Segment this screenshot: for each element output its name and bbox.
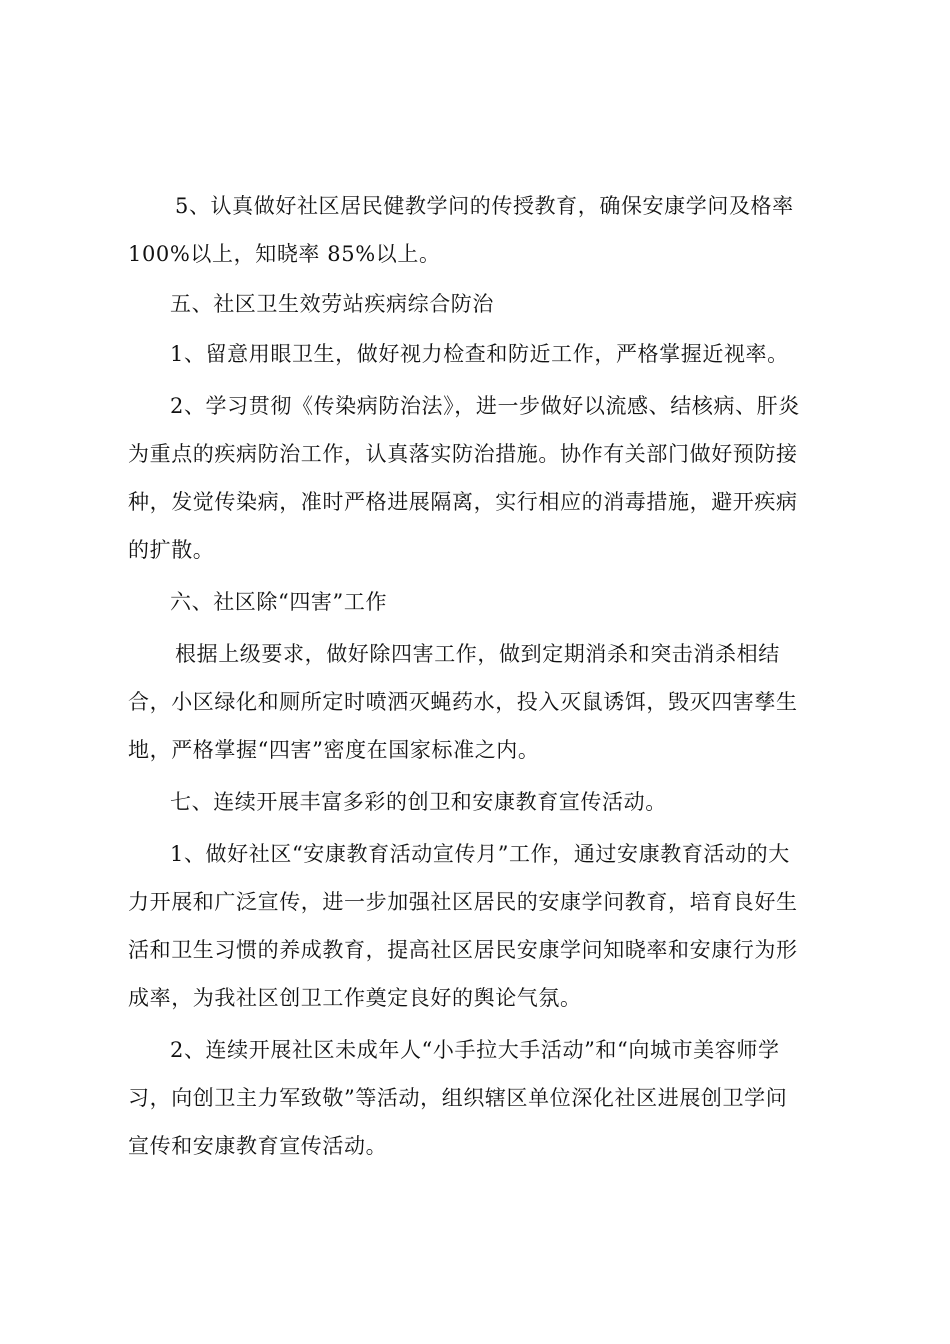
paragraph-item-1 xyxy=(128,330,828,378)
text-line: 合，小区绿化和厕所定时喷洒灭蝇药水，投入灭鼠诱饵，毁灭四害孳生 xyxy=(128,690,798,714)
text-line: 为重点的疾病防治工作，认真落实防治措施。协作有关部门做好预防接 xyxy=(128,442,798,466)
text-line: 1、留意用眼卫生，做好视力检查和防近工作，严格掌握近视率。 xyxy=(170,342,789,366)
text-line: 5、认真做好社区居民健教学问的传授教育，确保安康学问及格率 xyxy=(175,194,794,218)
text-line: 2、学习贯彻《传染病防治法》，进一步做好以流感、结核病、肝炎 xyxy=(170,394,800,418)
heading-text: 七、连续开展丰富多彩的创卫和安康教育宣传活动。 xyxy=(170,790,667,814)
text-line: 根据上级要求，做好除四害工作，做到定期消杀和突击消杀相结 xyxy=(175,642,780,666)
paragraph-four-pests xyxy=(128,630,828,774)
paragraph-section7-item-1 xyxy=(128,830,828,1022)
text-line: 2、连续开展社区未成年人“小手拉大手活动”和“向城市美容师学 xyxy=(170,1038,780,1062)
paragraph-section7-item-2 xyxy=(128,1026,828,1170)
text-line: 活和卫生习惯的养成教育，提高社区居民安康学问知晓率和安康行为形 xyxy=(128,938,798,962)
text-line: 地，严格掌握“四害”密度在国家标准之内。 xyxy=(128,738,540,762)
section-heading-7 xyxy=(128,778,828,826)
text-line: 成率，为我社区创卫工作奠定良好的舆论气氛。 xyxy=(128,986,582,1010)
text-line: 宣传和安康教育宣传活动。 xyxy=(128,1134,388,1158)
paragraph-item-2 xyxy=(128,382,828,574)
text-line: 1、做好社区“安康教育活动宣传月”工作，通过安康教育活动的大 xyxy=(170,842,790,866)
paragraph-item-5 xyxy=(128,182,828,278)
text-line: 的扩散。 xyxy=(128,538,215,562)
text-line: 种，发觉传染病，准时严格进展隔离，实行相应的消毒措施，避开疾病 xyxy=(128,490,798,514)
text-line: 100%以上，知晓率 85%以上。 xyxy=(128,242,441,266)
section-heading-6 xyxy=(128,578,828,626)
heading-text: 五、社区卫生效劳站疾病综合防治 xyxy=(170,292,494,316)
text-line: 力开展和广泛宣传，进一步加强社区居民的安康学问教育，培育良好生 xyxy=(128,890,798,914)
heading-text: 六、社区除“四害”工作 xyxy=(170,590,388,614)
text-line: 习，向创卫主力军致敬”等活动，组织辖区单位深化社区进展创卫学问 xyxy=(128,1086,788,1110)
section-heading-5 xyxy=(128,280,828,328)
